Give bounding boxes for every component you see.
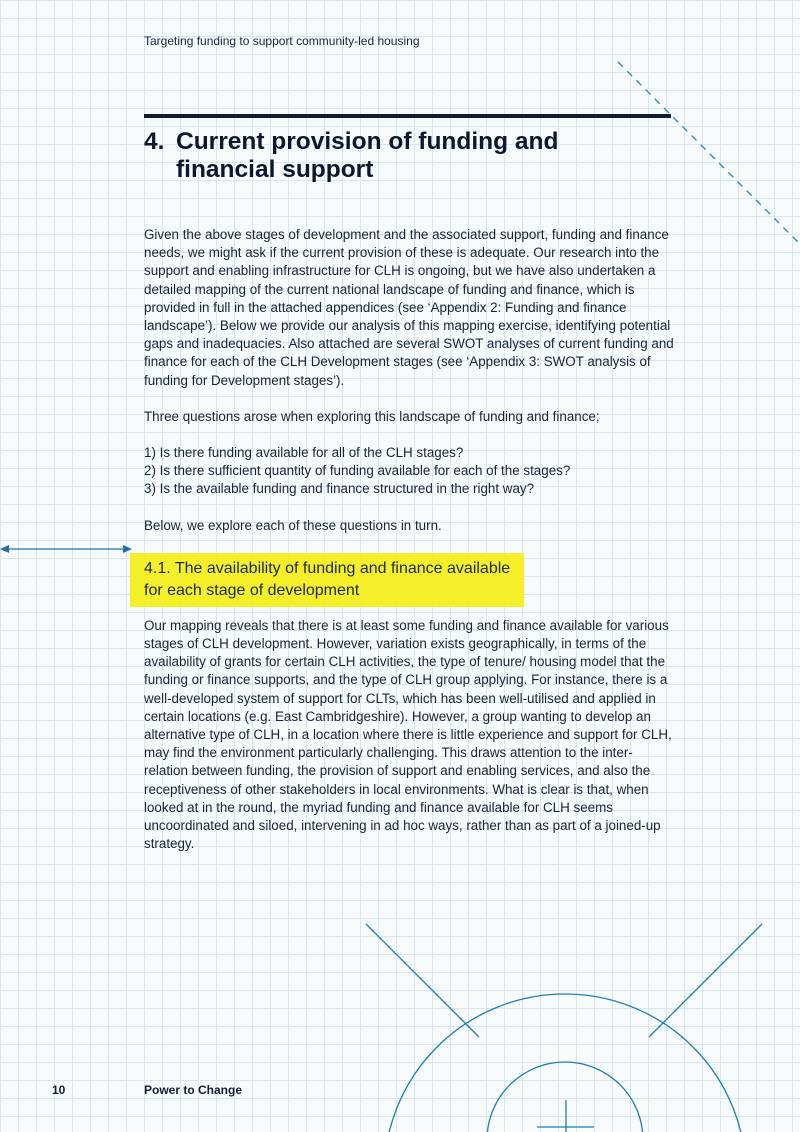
explore-paragraph: Below, we explore each of these questions in turn. (144, 517, 442, 533)
diagonal-line-left (366, 924, 479, 1037)
arrow-left-head-icon (0, 545, 9, 553)
subsection-title-line-1: 4.1. The availability of funding and finance available (144, 559, 511, 577)
main-content (144, 226, 676, 871)
subsection-title-line-2: for each stage of development (144, 581, 360, 599)
section-number: 4. (144, 128, 165, 155)
subsection-heading-wrap (130, 553, 676, 607)
large-circle-arc (384, 994, 746, 1132)
question-item: 2) Is there sufficient quantity of funding available for each of the stages? (144, 463, 571, 479)
title-rule (144, 114, 671, 118)
arrow-right-head-icon (123, 545, 132, 553)
intro-paragraph: Given the above stages of development and the associated support, funding and finance needs, we might ask if the current provision of these is adequate. Our research into the support and enabling infrastructure for CLH is ongoing, but we have also undertaken a detailed mapping of the current national landscape of funding and finance, which is provided in full in the attached appendices (see ‘Appendix 2: Funding and finance landscape’). Below we provide our analysis of this mapping exercise, identifying potential gaps and inadequacies. Also attached are several SWOT analyses of current funding and finance for each of the CLH Development stages (see ‘Appendix 3: SWOT analysis of funding for Development stages’). (144, 227, 674, 388)
question-item: 1) Is there funding available for all of the CLH stages? (144, 445, 464, 461)
running-header: Targeting funding to support community-led housing (144, 34, 420, 48)
footer-brand: Power to Change (144, 1083, 243, 1097)
question-item: 3) Is the available funding and finance structured in the right way? (144, 481, 535, 497)
section-title (144, 128, 664, 184)
section-title-line-2: financial support (176, 156, 374, 183)
section-title-line-1: Current provision of funding and (176, 128, 559, 155)
questions-intro: Three questions arose when exploring this landscape of funding and finance; (144, 408, 600, 424)
diagonal-line-right (649, 924, 762, 1037)
page-number: 10 (52, 1083, 66, 1097)
subsection-paragraph: Our mapping reveals that there is at least some funding and finance available for various stages of CLH development. However, variation exists geographically, in terms of the availability of grants for certain CLH activities, the type of tenure/ housing model that the funding or finance supports, and the type of CLH group applying. For instance, there is a well-developed system of support for CLTs, which has been well-utilised and applied in certain locations (e.g. East Cambridgeshire). However, a group wanting to develop an alternative type of CLH, in a location where there is little experience and support for CLH, may find the environment particularly challenging. This draws attention to the inter-relation between funding, the provision of support and enabling services, and also the receptiveness of other stakeholders in local environments. What is clear is that, when looked at in the round, the myriad funding and finance available for CLH seems uncoordinated and siloed, intervening in ad hoc ways, rather than as part of a joined-up strategy. (144, 617, 672, 852)
small-circle-arc (487, 1062, 643, 1132)
questions-list (144, 444, 676, 499)
subsection-heading (130, 553, 524, 607)
